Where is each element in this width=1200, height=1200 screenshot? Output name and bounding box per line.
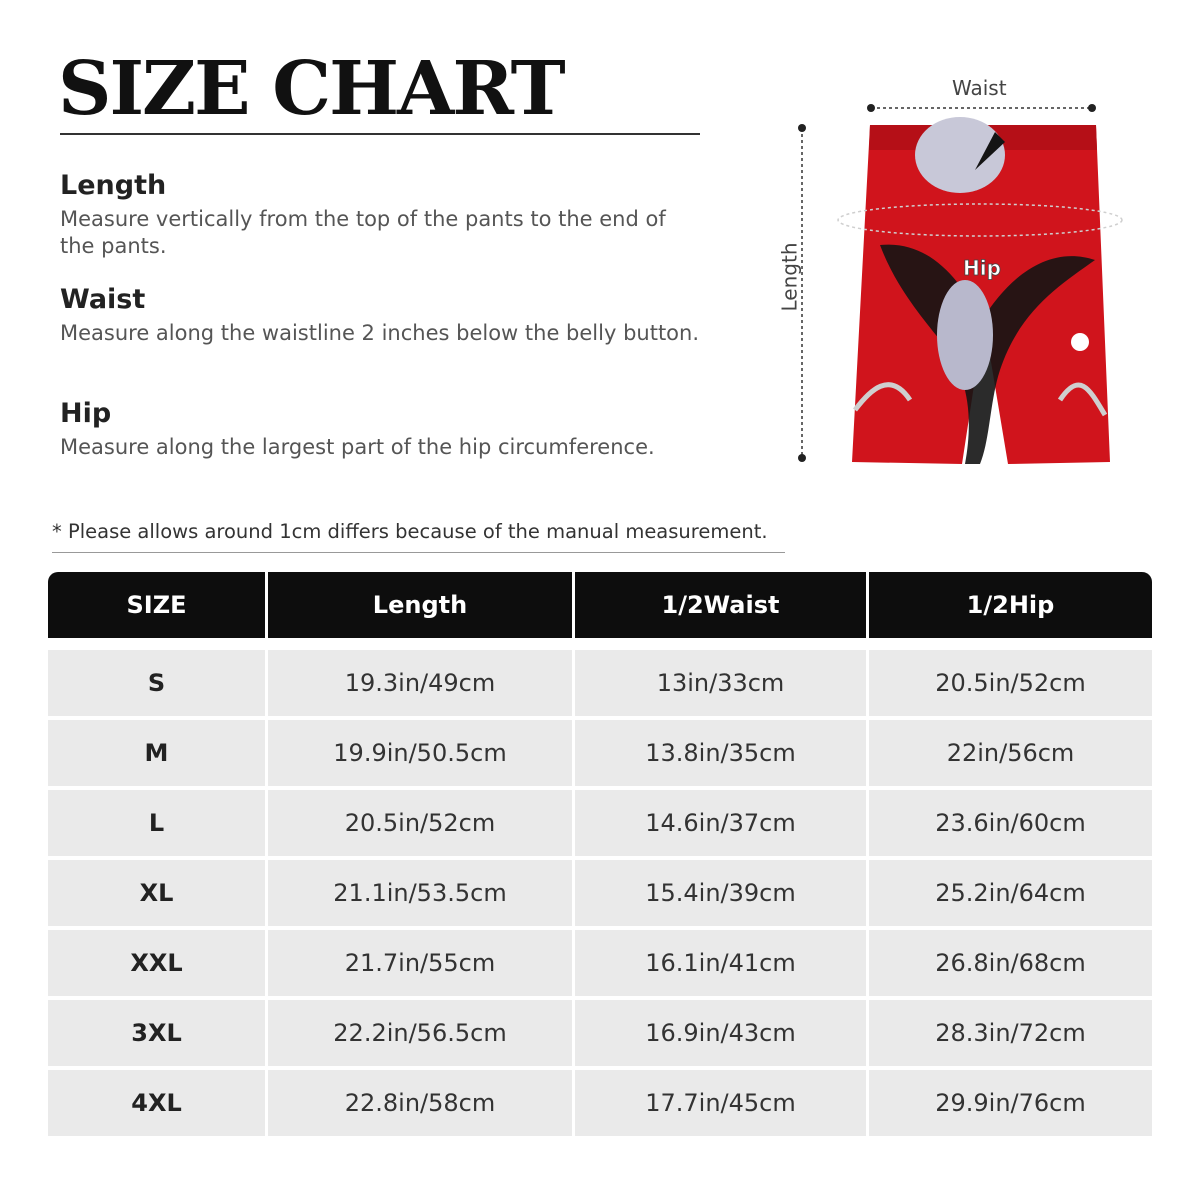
table-row	[48, 860, 1152, 930]
half-hip-cell: 29.9in/76cm	[869, 1070, 1152, 1136]
table-header-row	[48, 572, 1152, 650]
measurement-note: * Please allows around 1cm differs because of the manual measurement.	[52, 520, 768, 543]
definition-hip	[60, 396, 700, 461]
note-divider	[52, 552, 785, 553]
table-row	[48, 1070, 1152, 1136]
size-cell: 4XL	[48, 1070, 268, 1136]
definition-waist	[60, 282, 700, 347]
definition-term: Waist	[60, 284, 146, 315]
size-cell: XXL	[48, 930, 268, 1000]
length-cell: 22.8in/58cm	[268, 1070, 575, 1136]
table-row	[48, 1000, 1152, 1070]
table-row	[48, 720, 1152, 790]
half-waist-cell: 13.8in/35cm	[575, 720, 869, 790]
length-cell: 21.1in/53.5cm	[268, 860, 575, 930]
length-cell: 19.9in/50.5cm	[268, 720, 575, 790]
half-hip-cell: 20.5in/52cm	[869, 650, 1152, 720]
definition-text: Measure along the waistline 2 inches below the belly button.	[60, 321, 700, 345]
half-waist-cell: 17.7in/45cm	[575, 1070, 869, 1136]
definition-length	[60, 168, 700, 260]
length-cell: 19.3in/49cm	[268, 650, 575, 720]
size-cell: L	[48, 790, 268, 860]
length-label: Length	[777, 242, 802, 312]
half-hip-cell: 28.3in/72cm	[869, 1000, 1152, 1070]
page-title: SIZE CHART	[58, 46, 564, 132]
half-hip-cell: 26.8in/68cm	[869, 930, 1152, 1000]
size-cell: S	[48, 650, 268, 720]
definition-text: Measure vertically from the top of the pants to the end of the pants.	[60, 207, 666, 258]
shorts-diagram	[760, 70, 1160, 480]
header-size: SIZE	[48, 572, 268, 650]
definition-term: Hip	[60, 398, 112, 429]
table-row	[48, 930, 1152, 1000]
size-cell: 3XL	[48, 1000, 268, 1070]
half-hip-cell: 22in/56cm	[869, 720, 1152, 790]
length-cell: 22.2in/56.5cm	[268, 1000, 575, 1070]
header-length: Length	[268, 572, 575, 650]
half-waist-cell: 14.6in/37cm	[575, 790, 869, 860]
half-waist-cell: 15.4in/39cm	[575, 860, 869, 930]
length-cell: 20.5in/52cm	[268, 790, 575, 860]
size-cell: M	[48, 720, 268, 790]
definition-term: Length	[60, 170, 167, 201]
half-waist-cell: 16.9in/43cm	[575, 1000, 869, 1070]
half-waist-cell: 13in/33cm	[575, 650, 869, 720]
half-waist-cell: 16.1in/41cm	[575, 930, 869, 1000]
half-hip-cell: 25.2in/64cm	[869, 860, 1152, 930]
definition-text: Measure along the largest part of the hip circumference.	[60, 435, 655, 459]
header-half-waist: 1/2Waist	[575, 572, 869, 650]
shorts-illustration	[760, 70, 1160, 480]
hip-label: Hip	[963, 256, 1001, 280]
table-row	[48, 790, 1152, 860]
size-table	[48, 572, 1152, 1136]
title-divider	[60, 133, 700, 135]
waist-label: Waist	[952, 76, 1007, 100]
header-half-hip: 1/2Hip	[869, 572, 1152, 650]
length-cell: 21.7in/55cm	[268, 930, 575, 1000]
size-cell: XL	[48, 860, 268, 930]
half-hip-cell: 23.6in/60cm	[869, 790, 1152, 860]
table-row	[48, 650, 1152, 720]
